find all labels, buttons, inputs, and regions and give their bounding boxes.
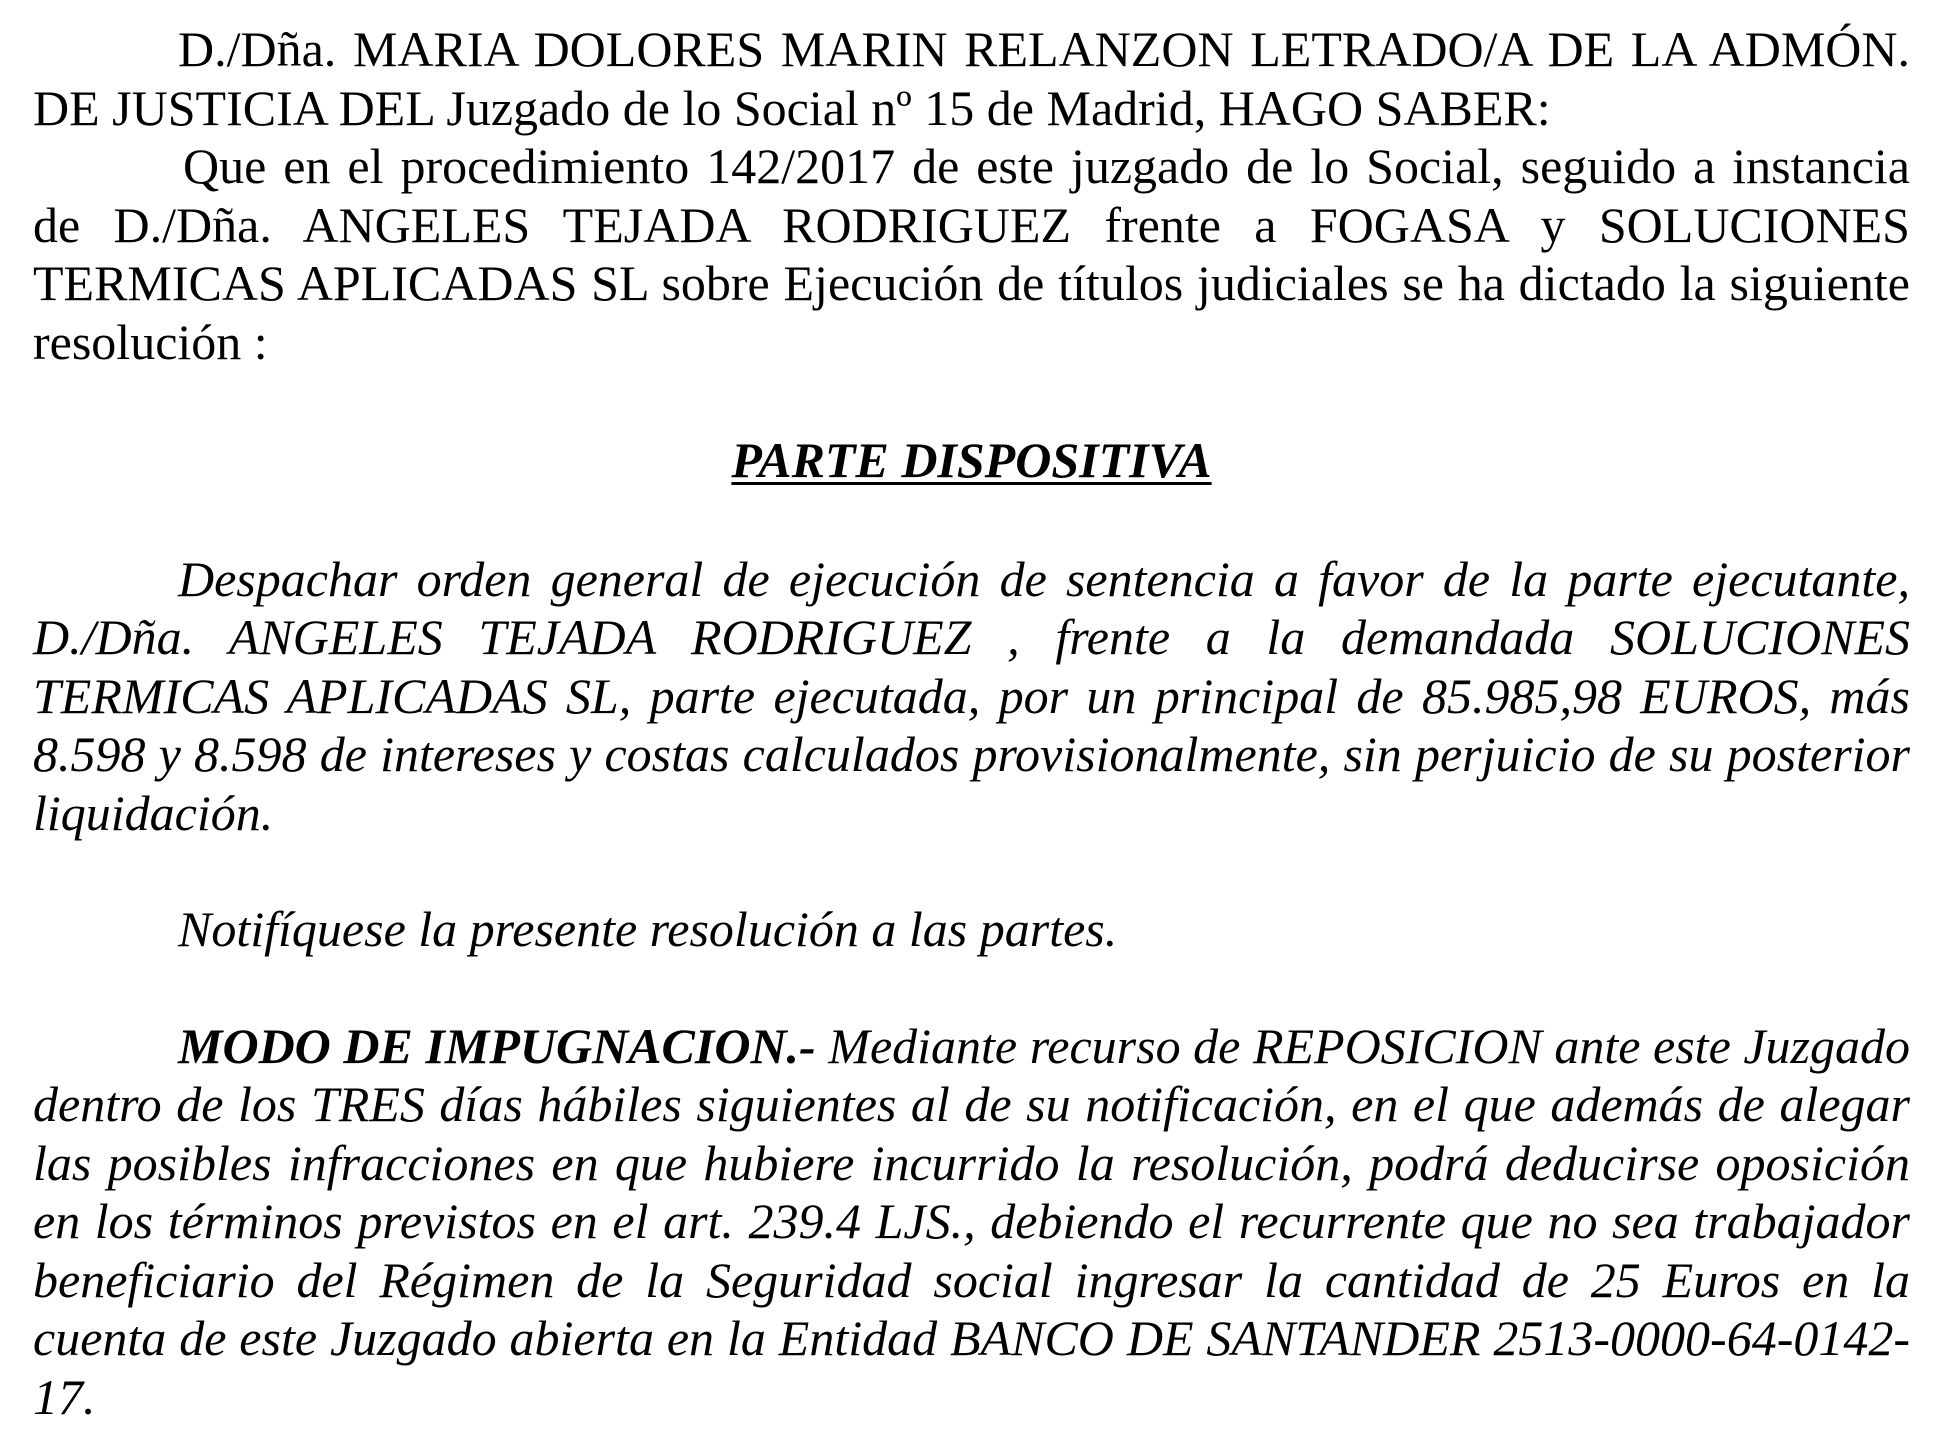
impugnacion-label: MODO DE IMPUGNACION.- [178, 1017, 816, 1074]
impugnacion-text: Mediante recurso de REPOSICION ante este Juzgado dentro de los TRES días hábiles siguientes al de su notificación, en el que además de alegar las posibles infracciones en que hubiere incurrido la resolución, podrá deducirse oposición en los términos previstos en el art. 239.4 LJS., debiendo el recurrente que no sea trabajador beneficiario del Régimen de la Seguridad social ingresar la cantidad de 25 Euros en la cuenta de este Juzgado abierta en la Entidad BANCO DE SANTANDER 2513-0000-64-0142-17. [33, 1017, 1910, 1425]
procedure-paragraph: Que en el procedimiento 142/2017 de este juzgado de lo Social, seguido a instancia de D./Dña. ANGELES TEJADA RODRIGUEZ frente a FOGASA y SOLUCIONES TERMICAS APLICADAS SL sobre Ejecución de títulos judiciales se ha dictado la siguiente resolución : [33, 138, 1910, 370]
impugnacion-paragraph [33, 1017, 1910, 1427]
intro-paragraph: D./Dña. MARIA DOLORES MARIN RELANZON LETRADO/A DE LA ADMÓN. DE JUSTICIA DEL Juzgado de lo Social nº 15 de Madrid, HAGO SABER: [33, 21, 1910, 136]
notify-paragraph: Notifíquese la presente resolución a las partes. [178, 901, 1118, 957]
dispositive-paragraph: Despachar orden general de ejecución de sentencia a favor de la parte ejecutante, D./Dña. ANGELES TEJADA RODRIGUEZ , frente a la demandada SOLUCIONES TERMICAS APLICADAS SL, parte ejecutada, por un principal de 85.985,98 EUROS, más 8.598 y 8.598 de intereses y costas calculados provisionalmente, sin perjuicio de su posterior liquidación. [33, 550, 1910, 841]
section-heading: PARTE DISPOSITIVA [731, 432, 1212, 488]
